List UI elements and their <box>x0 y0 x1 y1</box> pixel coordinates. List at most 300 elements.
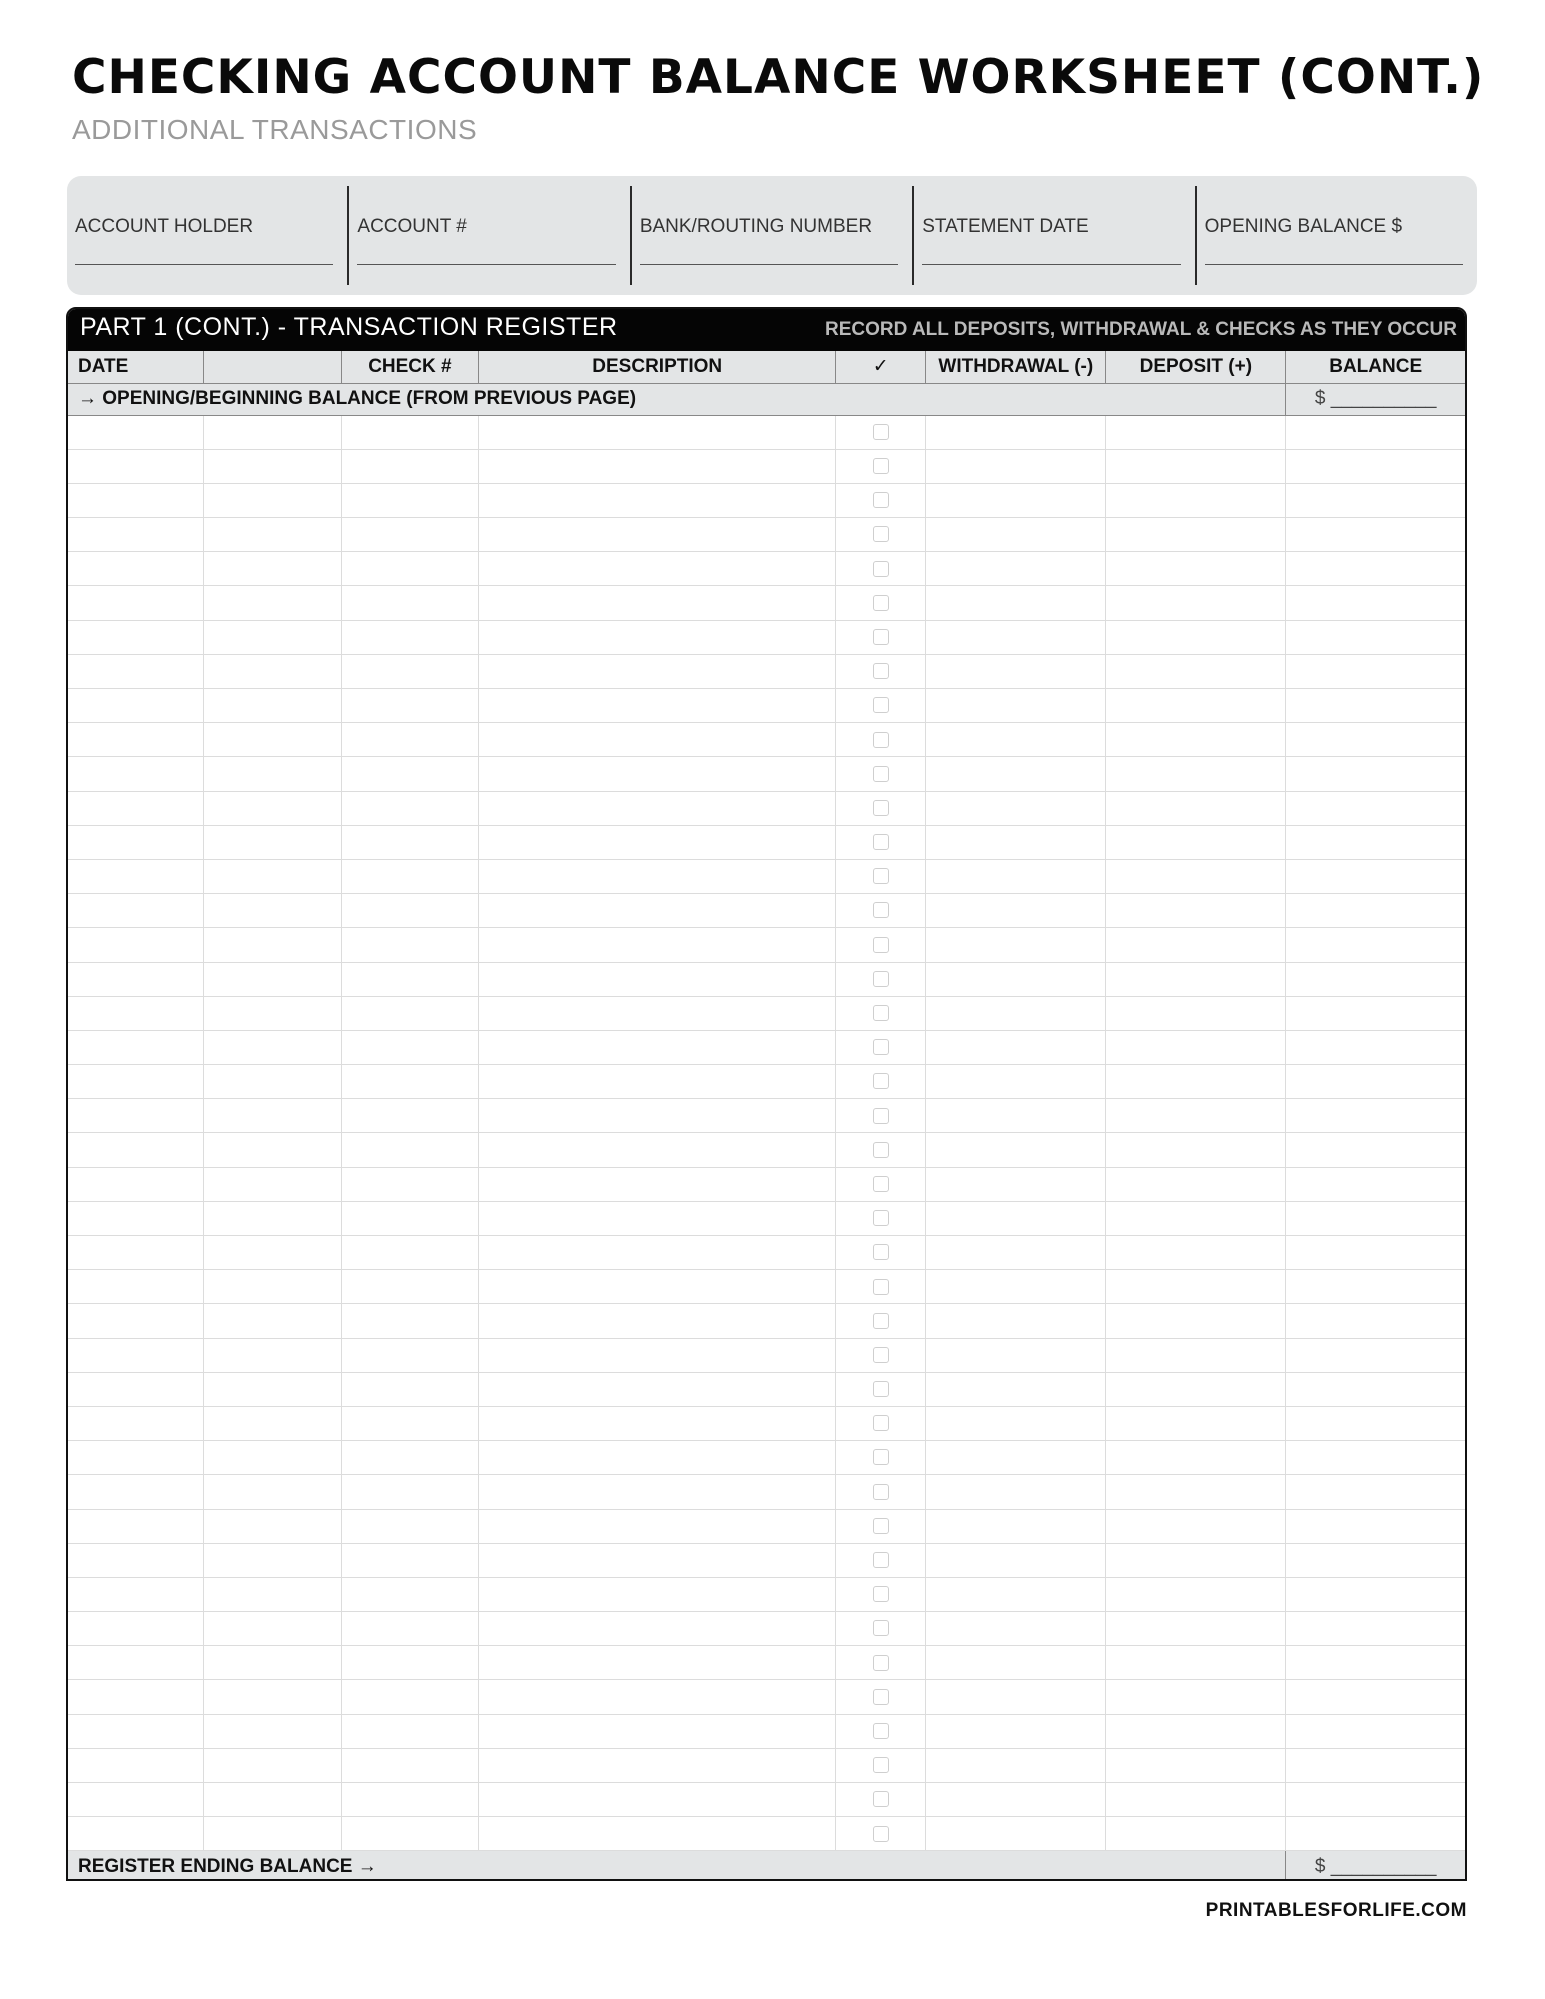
date-cell[interactable] <box>68 1543 204 1577</box>
cleared-checkbox[interactable] <box>873 1005 889 1021</box>
withdrawal-cell[interactable] <box>926 449 1106 483</box>
blank-cell[interactable] <box>204 689 342 723</box>
date-cell[interactable] <box>68 518 204 552</box>
date-cell[interactable] <box>68 1817 204 1851</box>
balance-cell[interactable] <box>1286 1817 1465 1851</box>
balance-cell[interactable] <box>1286 1748 1465 1782</box>
opening-balance-input-line[interactable] <box>1205 264 1463 265</box>
withdrawal-cell[interactable] <box>926 825 1106 859</box>
check-number-cell[interactable] <box>341 1612 479 1646</box>
description-cell[interactable] <box>479 586 836 620</box>
cleared-cell[interactable] <box>836 1543 926 1577</box>
date-cell[interactable] <box>68 483 204 517</box>
description-cell[interactable] <box>479 552 836 586</box>
deposit-cell[interactable] <box>1106 1133 1286 1167</box>
description-cell[interactable] <box>479 415 836 449</box>
date-cell[interactable] <box>68 1612 204 1646</box>
balance-cell[interactable] <box>1286 1714 1465 1748</box>
check-number-cell[interactable] <box>341 1167 479 1201</box>
check-number-cell[interactable] <box>341 1236 479 1270</box>
cleared-checkbox[interactable] <box>873 1586 889 1602</box>
cleared-checkbox[interactable] <box>873 595 889 611</box>
ending-balance-amount[interactable]: $ __________ <box>1286 1851 1465 1881</box>
cleared-cell[interactable] <box>836 1714 926 1748</box>
withdrawal-cell[interactable] <box>926 518 1106 552</box>
cleared-checkbox[interactable] <box>873 1279 889 1295</box>
description-cell[interactable] <box>479 928 836 962</box>
balance-cell[interactable] <box>1286 825 1465 859</box>
withdrawal-cell[interactable] <box>926 415 1106 449</box>
deposit-cell[interactable] <box>1106 449 1286 483</box>
description-cell[interactable] <box>479 996 836 1030</box>
withdrawal-cell[interactable] <box>926 791 1106 825</box>
cleared-cell[interactable] <box>836 1612 926 1646</box>
check-number-cell[interactable] <box>341 894 479 928</box>
cleared-checkbox[interactable] <box>873 1552 889 1568</box>
cleared-checkbox[interactable] <box>873 834 889 850</box>
deposit-cell[interactable] <box>1106 620 1286 654</box>
deposit-cell[interactable] <box>1106 928 1286 962</box>
blank-cell[interactable] <box>204 1338 342 1372</box>
description-cell[interactable] <box>479 1201 836 1235</box>
description-cell[interactable] <box>479 1817 836 1851</box>
description-cell[interactable] <box>479 1714 836 1748</box>
cleared-checkbox[interactable] <box>873 1757 889 1773</box>
deposit-cell[interactable] <box>1106 791 1286 825</box>
cleared-cell[interactable] <box>836 654 926 688</box>
blank-cell[interactable] <box>204 449 342 483</box>
balance-cell[interactable] <box>1286 1441 1465 1475</box>
check-number-cell[interactable] <box>341 1304 479 1338</box>
withdrawal-cell[interactable] <box>926 1577 1106 1611</box>
cleared-cell[interactable] <box>836 518 926 552</box>
cleared-checkbox[interactable] <box>873 663 889 679</box>
withdrawal-cell[interactable] <box>926 654 1106 688</box>
cleared-cell[interactable] <box>836 1406 926 1440</box>
date-cell[interactable] <box>68 1646 204 1680</box>
date-cell[interactable] <box>68 415 204 449</box>
blank-cell[interactable] <box>204 1509 342 1543</box>
withdrawal-cell[interactable] <box>926 1065 1106 1099</box>
cleared-cell[interactable] <box>836 1577 926 1611</box>
cleared-cell[interactable] <box>836 1817 926 1851</box>
blank-cell[interactable] <box>204 1646 342 1680</box>
withdrawal-cell[interactable] <box>926 962 1106 996</box>
check-number-cell[interactable] <box>341 449 479 483</box>
cleared-cell[interactable] <box>836 1338 926 1372</box>
blank-cell[interactable] <box>204 415 342 449</box>
cleared-checkbox[interactable] <box>873 1415 889 1431</box>
blank-cell[interactable] <box>204 1065 342 1099</box>
cleared-cell[interactable] <box>836 928 926 962</box>
date-cell[interactable] <box>68 1372 204 1406</box>
description-cell[interactable] <box>479 1748 836 1782</box>
description-cell[interactable] <box>479 894 836 928</box>
deposit-cell[interactable] <box>1106 1748 1286 1782</box>
description-cell[interactable] <box>479 654 836 688</box>
check-number-cell[interactable] <box>341 1783 479 1817</box>
blank-cell[interactable] <box>204 859 342 893</box>
cleared-cell[interactable] <box>836 1030 926 1064</box>
cleared-checkbox[interactable] <box>873 1655 889 1671</box>
withdrawal-cell[interactable] <box>926 1270 1106 1304</box>
cleared-checkbox[interactable] <box>873 1689 889 1705</box>
balance-cell[interactable] <box>1286 1133 1465 1167</box>
date-cell[interactable] <box>68 1441 204 1475</box>
date-cell[interactable] <box>68 654 204 688</box>
deposit-cell[interactable] <box>1106 586 1286 620</box>
check-number-cell[interactable] <box>341 723 479 757</box>
withdrawal-cell[interactable] <box>926 689 1106 723</box>
date-cell[interactable] <box>68 1065 204 1099</box>
withdrawal-cell[interactable] <box>926 586 1106 620</box>
date-cell[interactable] <box>68 1236 204 1270</box>
account-number-input-line[interactable] <box>357 264 615 265</box>
blank-cell[interactable] <box>204 962 342 996</box>
cleared-checkbox[interactable] <box>873 800 889 816</box>
check-number-cell[interactable] <box>341 1577 479 1611</box>
deposit-cell[interactable] <box>1106 483 1286 517</box>
deposit-cell[interactable] <box>1106 1236 1286 1270</box>
blank-cell[interactable] <box>204 996 342 1030</box>
date-cell[interactable] <box>68 791 204 825</box>
cleared-checkbox[interactable] <box>873 937 889 953</box>
description-cell[interactable] <box>479 1509 836 1543</box>
cleared-cell[interactable] <box>836 483 926 517</box>
deposit-cell[interactable] <box>1106 1680 1286 1714</box>
withdrawal-cell[interactable] <box>926 620 1106 654</box>
deposit-cell[interactable] <box>1106 1783 1286 1817</box>
description-cell[interactable] <box>479 1372 836 1406</box>
check-number-cell[interactable] <box>341 654 479 688</box>
cleared-cell[interactable] <box>836 415 926 449</box>
date-cell[interactable] <box>68 1099 204 1133</box>
cleared-cell[interactable] <box>836 791 926 825</box>
date-cell[interactable] <box>68 928 204 962</box>
check-number-cell[interactable] <box>341 689 479 723</box>
balance-cell[interactable] <box>1286 552 1465 586</box>
description-cell[interactable] <box>479 1612 836 1646</box>
deposit-cell[interactable] <box>1106 415 1286 449</box>
withdrawal-cell[interactable] <box>926 723 1106 757</box>
deposit-cell[interactable] <box>1106 962 1286 996</box>
cleared-cell[interactable] <box>836 962 926 996</box>
withdrawal-cell[interactable] <box>926 1406 1106 1440</box>
blank-cell[interactable] <box>204 1099 342 1133</box>
withdrawal-cell[interactable] <box>926 1748 1106 1782</box>
date-cell[interactable] <box>68 962 204 996</box>
withdrawal-cell[interactable] <box>926 1612 1106 1646</box>
description-cell[interactable] <box>479 723 836 757</box>
check-number-cell[interactable] <box>341 1748 479 1782</box>
balance-cell[interactable] <box>1286 449 1465 483</box>
cleared-cell[interactable] <box>836 586 926 620</box>
description-cell[interactable] <box>479 1441 836 1475</box>
deposit-cell[interactable] <box>1106 1030 1286 1064</box>
date-cell[interactable] <box>68 1167 204 1201</box>
cleared-cell[interactable] <box>836 996 926 1030</box>
check-number-cell[interactable] <box>341 1475 479 1509</box>
cleared-checkbox[interactable] <box>873 1039 889 1055</box>
blank-cell[interactable] <box>204 894 342 928</box>
blank-cell[interactable] <box>204 1680 342 1714</box>
balance-cell[interactable] <box>1286 996 1465 1030</box>
blank-cell[interactable] <box>204 928 342 962</box>
withdrawal-cell[interactable] <box>926 1099 1106 1133</box>
balance-cell[interactable] <box>1286 1065 1465 1099</box>
check-number-cell[interactable] <box>341 415 479 449</box>
balance-cell[interactable] <box>1286 483 1465 517</box>
withdrawal-cell[interactable] <box>926 859 1106 893</box>
cleared-checkbox[interactable] <box>873 1826 889 1842</box>
account-holder-input-line[interactable] <box>75 264 333 265</box>
balance-cell[interactable] <box>1286 1475 1465 1509</box>
cleared-checkbox[interactable] <box>873 492 889 508</box>
date-cell[interactable] <box>68 552 204 586</box>
check-number-cell[interactable] <box>341 757 479 791</box>
cleared-cell[interactable] <box>836 825 926 859</box>
cleared-cell[interactable] <box>836 1304 926 1338</box>
blank-cell[interactable] <box>204 1304 342 1338</box>
deposit-cell[interactable] <box>1106 1475 1286 1509</box>
description-cell[interactable] <box>479 1167 836 1201</box>
deposit-cell[interactable] <box>1106 894 1286 928</box>
description-cell[interactable] <box>479 1783 836 1817</box>
withdrawal-cell[interactable] <box>926 1441 1106 1475</box>
withdrawal-cell[interactable] <box>926 1304 1106 1338</box>
date-cell[interactable] <box>68 1748 204 1782</box>
description-cell[interactable] <box>479 1680 836 1714</box>
balance-cell[interactable] <box>1286 791 1465 825</box>
balance-cell[interactable] <box>1286 723 1465 757</box>
check-number-cell[interactable] <box>341 518 479 552</box>
date-cell[interactable] <box>68 1406 204 1440</box>
check-number-cell[interactable] <box>341 1714 479 1748</box>
date-cell[interactable] <box>68 859 204 893</box>
deposit-cell[interactable] <box>1106 723 1286 757</box>
date-cell[interactable] <box>68 1133 204 1167</box>
cleared-checkbox[interactable] <box>873 902 889 918</box>
deposit-cell[interactable] <box>1106 996 1286 1030</box>
description-cell[interactable] <box>479 1270 836 1304</box>
opening-balance-amount[interactable]: $ __________ <box>1286 383 1465 415</box>
date-cell[interactable] <box>68 1270 204 1304</box>
blank-cell[interactable] <box>204 552 342 586</box>
check-number-cell[interactable] <box>341 928 479 962</box>
description-cell[interactable] <box>479 825 836 859</box>
deposit-cell[interactable] <box>1106 552 1286 586</box>
description-cell[interactable] <box>479 1475 836 1509</box>
check-number-cell[interactable] <box>341 996 479 1030</box>
date-cell[interactable] <box>68 757 204 791</box>
cleared-checkbox[interactable] <box>873 1244 889 1260</box>
check-number-cell[interactable] <box>341 825 479 859</box>
blank-cell[interactable] <box>204 1714 342 1748</box>
check-number-cell[interactable] <box>341 791 479 825</box>
blank-cell[interactable] <box>204 757 342 791</box>
balance-cell[interactable] <box>1286 586 1465 620</box>
blank-cell[interactable] <box>204 1543 342 1577</box>
blank-cell[interactable] <box>204 1030 342 1064</box>
balance-cell[interactable] <box>1286 1099 1465 1133</box>
cleared-cell[interactable] <box>836 1748 926 1782</box>
balance-cell[interactable] <box>1286 928 1465 962</box>
balance-cell[interactable] <box>1286 1338 1465 1372</box>
blank-cell[interactable] <box>204 1475 342 1509</box>
blank-cell[interactable] <box>204 1783 342 1817</box>
statement-date-input-line[interactable] <box>922 264 1180 265</box>
statement-date-field[interactable] <box>912 186 1194 285</box>
cleared-checkbox[interactable] <box>873 1313 889 1329</box>
cleared-cell[interactable] <box>836 1441 926 1475</box>
description-cell[interactable] <box>479 1338 836 1372</box>
withdrawal-cell[interactable] <box>926 1338 1106 1372</box>
cleared-checkbox[interactable] <box>873 1484 889 1500</box>
routing-number-input-line[interactable] <box>640 264 898 265</box>
cleared-checkbox[interactable] <box>873 1620 889 1636</box>
balance-cell[interactable] <box>1286 1612 1465 1646</box>
cleared-checkbox[interactable] <box>873 1073 889 1089</box>
deposit-cell[interactable] <box>1106 1441 1286 1475</box>
description-cell[interactable] <box>479 791 836 825</box>
withdrawal-cell[interactable] <box>926 894 1106 928</box>
blank-cell[interactable] <box>204 1406 342 1440</box>
cleared-checkbox[interactable] <box>873 1347 889 1363</box>
balance-cell[interactable] <box>1286 859 1465 893</box>
balance-cell[interactable] <box>1286 962 1465 996</box>
withdrawal-cell[interactable] <box>926 1030 1106 1064</box>
blank-cell[interactable] <box>204 1201 342 1235</box>
description-cell[interactable] <box>479 483 836 517</box>
description-cell[interactable] <box>479 1133 836 1167</box>
balance-cell[interactable] <box>1286 518 1465 552</box>
cleared-cell[interactable] <box>836 1646 926 1680</box>
withdrawal-cell[interactable] <box>926 1543 1106 1577</box>
description-cell[interactable] <box>479 757 836 791</box>
date-cell[interactable] <box>68 825 204 859</box>
date-cell[interactable] <box>68 1201 204 1235</box>
blank-cell[interactable] <box>204 1133 342 1167</box>
cleared-cell[interactable] <box>836 552 926 586</box>
description-cell[interactable] <box>479 859 836 893</box>
date-cell[interactable] <box>68 1577 204 1611</box>
deposit-cell[interactable] <box>1106 1372 1286 1406</box>
cleared-checkbox[interactable] <box>873 1210 889 1226</box>
check-number-cell[interactable] <box>341 620 479 654</box>
balance-cell[interactable] <box>1286 1406 1465 1440</box>
blank-cell[interactable] <box>204 483 342 517</box>
deposit-cell[interactable] <box>1106 1338 1286 1372</box>
deposit-cell[interactable] <box>1106 757 1286 791</box>
deposit-cell[interactable] <box>1106 1270 1286 1304</box>
opening-balance-field[interactable] <box>1195 186 1477 285</box>
deposit-cell[interactable] <box>1106 654 1286 688</box>
date-cell[interactable] <box>68 1680 204 1714</box>
check-number-cell[interactable] <box>341 1406 479 1440</box>
description-cell[interactable] <box>479 518 836 552</box>
balance-cell[interactable] <box>1286 689 1465 723</box>
deposit-cell[interactable] <box>1106 1304 1286 1338</box>
balance-cell[interactable] <box>1286 1646 1465 1680</box>
blank-cell[interactable] <box>204 1817 342 1851</box>
check-number-cell[interactable] <box>341 1543 479 1577</box>
deposit-cell[interactable] <box>1106 1817 1286 1851</box>
withdrawal-cell[interactable] <box>926 1509 1106 1543</box>
description-cell[interactable] <box>479 1030 836 1064</box>
date-cell[interactable] <box>68 996 204 1030</box>
blank-cell[interactable] <box>204 1236 342 1270</box>
cleared-checkbox[interactable] <box>873 526 889 542</box>
withdrawal-cell[interactable] <box>926 1133 1106 1167</box>
deposit-cell[interactable] <box>1106 1065 1286 1099</box>
check-number-cell[interactable] <box>341 552 479 586</box>
cleared-checkbox[interactable] <box>873 1142 889 1158</box>
date-cell[interactable] <box>68 620 204 654</box>
check-number-cell[interactable] <box>341 962 479 996</box>
blank-cell[interactable] <box>204 518 342 552</box>
account-number-field[interactable] <box>347 186 629 285</box>
description-cell[interactable] <box>479 1304 836 1338</box>
balance-cell[interactable] <box>1286 1030 1465 1064</box>
cleared-cell[interactable] <box>836 1236 926 1270</box>
withdrawal-cell[interactable] <box>926 1714 1106 1748</box>
cleared-cell[interactable] <box>836 1167 926 1201</box>
withdrawal-cell[interactable] <box>926 1201 1106 1235</box>
cleared-checkbox[interactable] <box>873 971 889 987</box>
cleared-cell[interactable] <box>836 894 926 928</box>
deposit-cell[interactable] <box>1106 825 1286 859</box>
date-cell[interactable] <box>68 1304 204 1338</box>
description-cell[interactable] <box>479 962 836 996</box>
blank-cell[interactable] <box>204 654 342 688</box>
withdrawal-cell[interactable] <box>926 1236 1106 1270</box>
cleared-checkbox[interactable] <box>873 1381 889 1397</box>
balance-cell[interactable] <box>1286 757 1465 791</box>
cleared-cell[interactable] <box>836 1475 926 1509</box>
blank-cell[interactable] <box>204 586 342 620</box>
withdrawal-cell[interactable] <box>926 1372 1106 1406</box>
cleared-cell[interactable] <box>836 1680 926 1714</box>
withdrawal-cell[interactable] <box>926 1783 1106 1817</box>
cleared-cell[interactable] <box>836 449 926 483</box>
routing-number-field[interactable] <box>630 186 912 285</box>
check-number-cell[interactable] <box>341 1099 479 1133</box>
balance-cell[interactable] <box>1286 654 1465 688</box>
cleared-cell[interactable] <box>836 723 926 757</box>
check-number-cell[interactable] <box>341 1201 479 1235</box>
account-holder-field[interactable] <box>67 176 347 295</box>
description-cell[interactable] <box>479 449 836 483</box>
description-cell[interactable] <box>479 1646 836 1680</box>
blank-cell[interactable] <box>204 1372 342 1406</box>
date-cell[interactable] <box>68 1783 204 1817</box>
description-cell[interactable] <box>479 1065 836 1099</box>
cleared-cell[interactable] <box>836 1372 926 1406</box>
balance-cell[interactable] <box>1286 1680 1465 1714</box>
cleared-checkbox[interactable] <box>873 868 889 884</box>
balance-cell[interactable] <box>1286 1270 1465 1304</box>
date-cell[interactable] <box>68 1714 204 1748</box>
withdrawal-cell[interactable] <box>926 1475 1106 1509</box>
deposit-cell[interactable] <box>1106 518 1286 552</box>
cleared-cell[interactable] <box>836 859 926 893</box>
withdrawal-cell[interactable] <box>926 996 1106 1030</box>
deposit-cell[interactable] <box>1106 1612 1286 1646</box>
cleared-checkbox[interactable] <box>873 766 889 782</box>
description-cell[interactable] <box>479 1543 836 1577</box>
blank-cell[interactable] <box>204 1441 342 1475</box>
check-number-cell[interactable] <box>341 1338 479 1372</box>
